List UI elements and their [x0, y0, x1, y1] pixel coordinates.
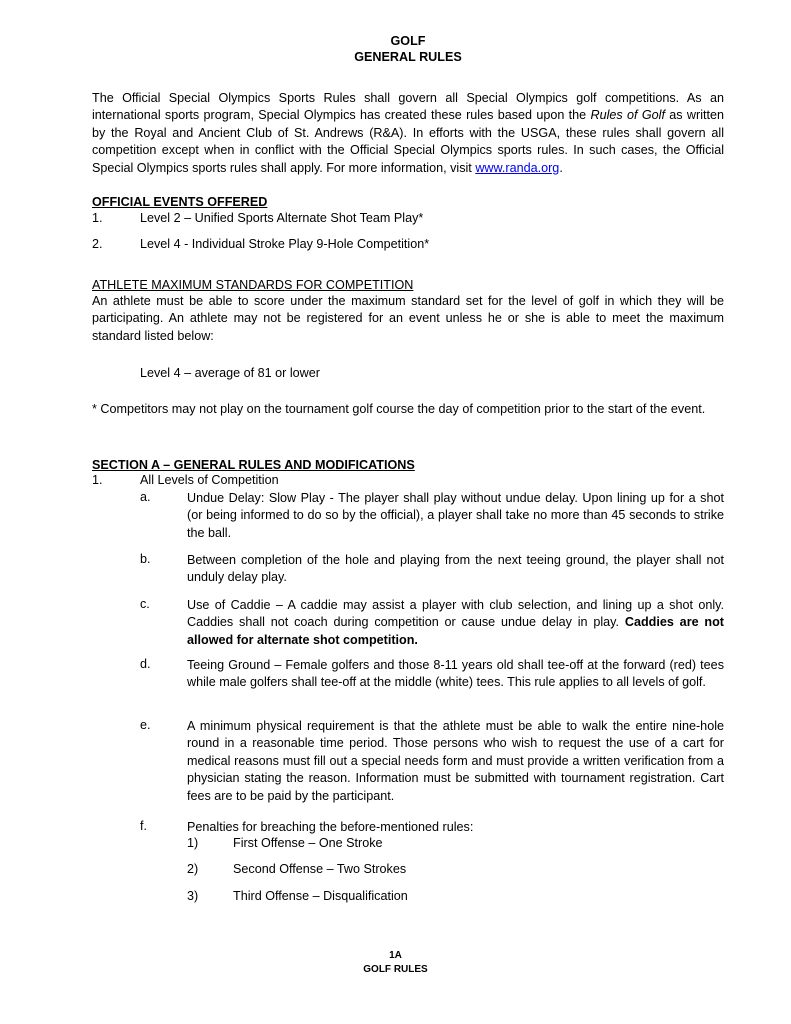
event-text: Level 2 – Unified Sports Alternate Shot Team Play* — [140, 211, 424, 225]
intro-text-a: The Official Special Olympics Sports Rules shall govern all Special Olympics golf competitions. As an international sports program, Special Olympics has created these rules based upon the — [92, 91, 724, 123]
rule-letter: a. — [140, 490, 151, 504]
doc-subtitle: GENERAL RULES — [354, 50, 462, 64]
rule-letter: b. — [140, 552, 151, 566]
event-number: 2. — [92, 237, 103, 251]
rule-text: Between completion of the hole and playing from the next teeing ground, the player shall not unduly delay play. — [187, 553, 724, 585]
rule-letter: f. — [140, 819, 147, 833]
rule-letter: d. — [140, 657, 151, 671]
penalty-item — [92, 889, 724, 907]
standards-heading: ATHLETE MAXIMUM STANDARDS FOR COMPETITION — [92, 278, 414, 292]
penalty-text: Third Offense – Disqualification — [233, 889, 408, 903]
rule-text: Penalties for breaching the before-mentioned rules: — [187, 820, 474, 834]
rule-text: A minimum physical requirement is that the athlete must be able to walk the entire nine-hole round in a reasonable time period. Those persons who wish to request the use of a cart for medical reasons must fill out a special needs form and must provide a written verification from a physician stating the reason. Information must be submitted with tournament registration. Cart fees are to be paid by the participant. — [187, 719, 724, 803]
rule-item — [92, 552, 724, 588]
rule-text-plain: Use of Caddie – A caddie may assist a player with club selection, and lining up a shot only. Caddies shall not coach during competition or cause undue delay in play. — [187, 598, 724, 630]
rule-text: Teeing Ground – Female golfers and those 8-11 years old shall tee-off at the forward (red) tees while male golfers shall tee-off at the middle (white) tees. This rule applies to all levels of golf. — [187, 658, 724, 690]
rule-item — [92, 657, 724, 709]
section-item-number: 1. — [92, 473, 103, 487]
doc-title: GOLF — [390, 34, 426, 48]
intro-paragraph — [92, 90, 724, 177]
rule-item — [92, 718, 724, 806]
section-a-item — [92, 473, 724, 491]
penalty-number: 1) — [187, 836, 199, 850]
rule-item — [92, 490, 724, 542]
rule-text: Undue Delay: Slow Play - The player shall play without undue delay. Upon lining up for a shot (or being informed to do so by the official), a player shall take no more than 45 seconds to strike the ball. — [187, 491, 724, 540]
penalty-number: 2) — [187, 862, 199, 876]
penalty-text: First Offense – One Stroke — [233, 836, 383, 850]
rules-of-golf-ref: Rules of Golf — [590, 108, 665, 123]
rule-item — [92, 597, 724, 649]
standards-paragraph: An athlete must be able to score under the maximum standard set for the level of golf in which they will be participating. An athlete may not be registered for an event unless he or she is able to meet the maximum standard listed below: — [92, 294, 724, 343]
intro-text-b: as written by the Royal and Ancient Club of St. Andrews (R&A). In efforts with the USGA, these rules shall govern all competition except when in conflict with the Official Special Olympics sports rules. In such cases, the Official Special Olympics sports rules shall apply. For more information, visit — [92, 108, 725, 175]
event-text: Level 4 - Individual Stroke Play 9-Hole Competition* — [140, 237, 430, 251]
section-a-heading: SECTION A – GENERAL RULES AND MODIFICATIONS — [92, 458, 415, 472]
rule-text — [187, 597, 724, 649]
randa-link[interactable]: www.randa.org — [475, 160, 560, 175]
event-item — [92, 211, 724, 229]
events-heading: OFFICIAL EVENTS OFFERED — [92, 195, 268, 209]
footer-page-number: 1A — [389, 950, 402, 961]
rule-letter: c. — [140, 597, 150, 611]
penalty-text: Second Offense – Two Strokes — [233, 862, 407, 876]
penalty-item — [92, 862, 724, 880]
event-item — [92, 237, 724, 255]
competitor-note: * Competitors may not play on the tournament golf course the day of competition prior to the start of the event. — [92, 402, 706, 416]
rule-text-bold: Caddies are not allowed for alternate shot competition. — [187, 615, 724, 647]
intro-text-c: . — [559, 160, 563, 175]
section-item-text: All Levels of Competition — [140, 473, 279, 487]
level-standard: Level 4 – average of 81 or lower — [140, 366, 320, 380]
penalty-number: 3) — [187, 889, 199, 903]
penalty-item — [92, 836, 724, 854]
footer-label: GOLF RULES — [363, 964, 428, 975]
rule-letter: e. — [140, 718, 151, 732]
rule-item — [92, 819, 724, 837]
event-number: 1. — [92, 211, 103, 225]
